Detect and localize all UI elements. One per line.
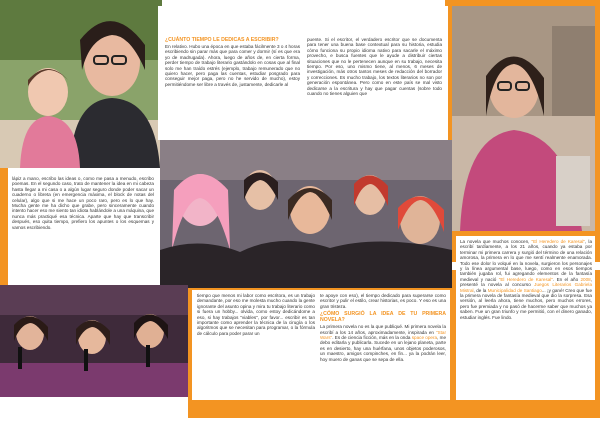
left-top-text: lápiz a mano, escribo las ideas o, como me pasa a menudo, escribo poemas. En el segundo caso, trato de mantener la idea en mi cabeza hasta llegar a mi casa o a algún lugar seguro donde poder sacar un cuaderno o libreta (en emergencia máxima, el block de notas del celular), algo que si me hace un poco raro, pero es lo que hay. Mucha gente me ha dicho que grabe, pero sinceramente cuando intento hacer eso me siento tan idiota hablándole a una máquina, que nunca más practiqué esa técnica. Aparte que hay que transcribir después, eso quita tiempo, prefiero los apuntes o los esquemas y vamos escribiendo. (12, 176, 154, 230)
novel-text-c: , me debo editarla y publicarla. Sucede en un lejano planeta, parte es en desierto, hay una huérfana, unos objetos poderosos, un maestro, amigos compinches, en fin... ya la podrán leer, hoy muero de ganas que se sepa de ella. (320, 335, 446, 362)
highlight-heredero-2: "El Heredero de Karesal" (498, 276, 553, 282)
right-text-6: ... ¡y gané! Creo que fue la primera novela de fantasía medieval que dio la sorpresa. Esa versión, al leerla ahora, tiene muchos, pero muchos errores, pero fue premiada y no pasó de hacerme saber que muchos ya saben. Fue un gran triunfo y me permitió, con el dinero ganado, estudiar inglés. Fue lindo. (460, 287, 593, 320)
right-text (460, 239, 592, 320)
highlight-heredero-1: "El Heredero de Karesal" (531, 239, 586, 244)
bottom-mid-col2 (320, 293, 446, 364)
right-text-4: , presenté la novela al concurso (460, 276, 592, 288)
photo-author-portrait (452, 6, 595, 231)
bottom-mid-col1-text: tiempo que menos mi labor como escritora, es un trabajo demandante, por eso me molesta mucho cuando la gente ignorante del asunto opina y mira tu trabajo literario como si fuera un hobby... olvida, como estoy dedicándome a eso, si hay trabajos "viables", por favor... escribir es tan importante como aprender la técnica de la cirugía o los algoritmos que se necesitan para programar, o la fórmula de cálculo para poder parar un (197, 293, 315, 336)
highlight-space-opera: space opera (411, 335, 438, 341)
section1-col2 (307, 37, 442, 98)
photo-radio-studio (0, 285, 188, 397)
highlight-year: 2008 (580, 276, 591, 282)
section1-heading: ¿CUÁNTO TIEMPO LE DEDICAS A ESCRIBIR? (165, 37, 279, 43)
right-text-column (460, 239, 592, 322)
section2-heading: ¿CÓMO SURGIÓ LA IDEA DE TU PRIMERA NOVELA? (320, 311, 446, 324)
photo-mother-child (0, 0, 162, 168)
section1-col2-text: puente. Si el escritor, el verdadero escritor que se documenta para tener una buena base contextual para su historia, estudia cómo funciona su propio idioma nativo para sacarle el máximo provecho, e busca fuentes que le ayude a distribuir ciertas situaciones que no le pertenecen aunque en su trabajo, necesita tiempo. Por eso, uno mismo tiene, al menos, 6 meses de investigación, más otros tantos meses de redacción del borrador y correcciones. Es mucho trabajo, los textos literarios no son por generación espontánea. Pero como en este país se mal visto dedicarse a la escritura y hay que pagar cuentas (sobre todo cuando no tienes alguien que (307, 37, 442, 97)
section1-col1-text: En relativo. Hubo una época en que estaba fácilmente 3 o 4 horas escribiendo sin parar más que para comer y dormir (sí es que era yo de madrugada). Ahora, luego de años de, en cierta forma, perder tiempo de trabajo literario gastándolo en cosas que al final solo me han traído estrés (ejemplo, trabajo remunerado que no quiero hacer, pero paga las cuentas, estudiar posgrado para conseguir mejor paga, pero no he servido de mucho), estoy permitiéndome ser libre a través de, justamente, dedicarle al (165, 44, 300, 87)
highlight-municipality: Municipalidad de Santiago (487, 287, 542, 293)
right-text-1: La novela que muchos conocen, (460, 239, 532, 244)
left-text-column (12, 176, 154, 232)
novel-text-a: La primera novela no es la que publiqué. Mi primera novela la escribí a los 14 años, aproximadamente, inspirada en (320, 324, 446, 335)
novel-text-b: . Es de ciencia ficción, más en la onda (332, 335, 412, 341)
bottom-mid-col2-intro: te apoye con eso), el tiempo dedicado para superarse como escritor y pulir el estilo, crear historias, es poco. Y eso es una gran tristeza. (320, 293, 446, 309)
left-orange-edge (0, 160, 8, 285)
photo-group-event (160, 140, 452, 288)
highlight-contest: Juegos Literarios Gabriela Mistral (460, 282, 593, 293)
highlight-star-wars: "Star Wars" (320, 329, 446, 341)
right-text-5: , de la (473, 287, 488, 293)
section1-col1 (165, 37, 300, 89)
right-text-3: . En el año (552, 276, 581, 282)
bottom-mid-col2-text (320, 324, 446, 362)
right-text-2: , la escribí tardíamente, a los 21 años, cuando ya estaba por terminar mi primera carrera y surgió del término de una relación amorosa, la primera en lo que me sentí realmente enamorada. Todo ese dolor lo volqué en la novela, surgieron los personajes y la línea argumental base, luego, como en esos tiempos también jugaba rol, fui agregando elementos de la fantasía medieval y nació (460, 239, 592, 282)
bottom-mid-col1 (197, 293, 315, 338)
